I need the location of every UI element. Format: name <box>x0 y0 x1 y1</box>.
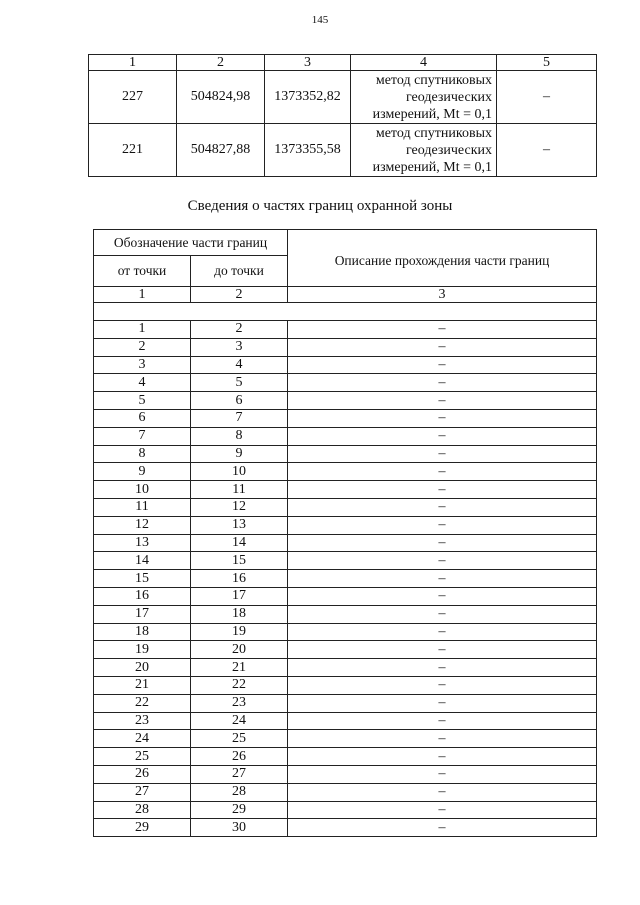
description: – <box>288 392 597 410</box>
from-point: 13 <box>94 534 191 552</box>
from-point: 25 <box>94 748 191 766</box>
table-row <box>94 427 597 445</box>
from-point: 18 <box>94 623 191 641</box>
description-header: Описание прохождения части границ <box>288 230 597 287</box>
table-row <box>94 748 597 766</box>
description: – <box>288 605 597 623</box>
from-point: 23 <box>94 712 191 730</box>
description: – <box>288 481 597 499</box>
description: – <box>288 534 597 552</box>
description: – <box>288 676 597 694</box>
table-row <box>94 498 597 516</box>
table-row <box>94 587 597 605</box>
from-point: 28 <box>94 801 191 819</box>
method-line: геодезических <box>405 89 492 105</box>
to-point: 22 <box>191 676 288 694</box>
col-header-2: 2 <box>177 55 265 71</box>
description: – <box>288 570 597 588</box>
table-row <box>94 712 597 730</box>
coord-x: 504827,88 <box>177 124 265 177</box>
col-header-1: 1 <box>89 55 177 71</box>
blank-row <box>94 303 597 321</box>
from-point: 17 <box>94 605 191 623</box>
description: – <box>288 783 597 801</box>
from-point: 24 <box>94 730 191 748</box>
table-row <box>94 534 597 552</box>
table-row <box>94 374 597 392</box>
page-number: 145 <box>311 14 329 26</box>
table-row <box>94 481 597 499</box>
table-row <box>94 783 597 801</box>
from-point: 2 <box>94 338 191 356</box>
to-point: 4 <box>191 356 288 374</box>
description: – <box>288 623 597 641</box>
table-row <box>94 801 597 819</box>
from-point: 9 <box>94 463 191 481</box>
description: – <box>288 587 597 605</box>
to-point: 16 <box>191 570 288 588</box>
table-row <box>94 659 597 677</box>
to-point: 9 <box>191 445 288 463</box>
description: – <box>288 552 597 570</box>
table-row <box>94 730 597 748</box>
to-point: 3 <box>191 338 288 356</box>
to-point: 25 <box>191 730 288 748</box>
table-row <box>89 124 597 177</box>
description: – <box>288 712 597 730</box>
col-header-5: 5 <box>497 55 597 71</box>
col-number-1: 1 <box>94 287 191 303</box>
to-point: 28 <box>191 783 288 801</box>
to-point: 18 <box>191 605 288 623</box>
description: – <box>288 641 597 659</box>
table-row <box>94 641 597 659</box>
table-row <box>94 605 597 623</box>
col-number-3: 3 <box>288 287 597 303</box>
from-point: 19 <box>94 641 191 659</box>
from-point: 1 <box>94 321 191 339</box>
col5-value: – <box>497 71 597 124</box>
point-number: 221 <box>89 124 177 177</box>
from-point: 15 <box>94 570 191 588</box>
coord-x: 504824,98 <box>177 71 265 124</box>
from-point: 10 <box>94 481 191 499</box>
table-row <box>94 552 597 570</box>
to-point: 20 <box>191 641 288 659</box>
coordinates-header-row <box>89 55 597 71</box>
description: – <box>288 694 597 712</box>
to-point: 29 <box>191 801 288 819</box>
to-point: 21 <box>191 659 288 677</box>
column-numbers-row <box>94 287 597 303</box>
description: – <box>288 659 597 677</box>
table-row <box>94 409 597 427</box>
col-number-2: 2 <box>191 287 288 303</box>
from-point: 12 <box>94 516 191 534</box>
to-point: 5 <box>191 374 288 392</box>
to-point: 26 <box>191 748 288 766</box>
description: – <box>288 445 597 463</box>
table-row <box>94 676 597 694</box>
to-point: 23 <box>191 694 288 712</box>
boundary-parts-table <box>93 229 597 837</box>
coord-y: 1373352,82 <box>265 71 351 124</box>
col5-value: – <box>497 124 597 177</box>
table-row <box>94 321 597 339</box>
table-row <box>94 516 597 534</box>
from-point: 11 <box>94 498 191 516</box>
col-header-4: 4 <box>351 55 497 71</box>
description: – <box>288 730 597 748</box>
description: – <box>288 356 597 374</box>
to-point: 12 <box>191 498 288 516</box>
to-point: 10 <box>191 463 288 481</box>
method-line: метод спутниковых <box>375 125 492 141</box>
description: – <box>288 321 597 339</box>
description: – <box>288 516 597 534</box>
description: – <box>288 819 597 837</box>
table-row <box>94 819 597 837</box>
to-point: 11 <box>191 481 288 499</box>
description: – <box>288 427 597 445</box>
description: – <box>288 463 597 481</box>
table-row <box>89 71 597 124</box>
parts-header-row <box>94 230 597 256</box>
to-point-header: до точки <box>191 256 288 287</box>
method-line: геодезических <box>405 142 492 158</box>
from-point: 8 <box>94 445 191 463</box>
table-row <box>94 338 597 356</box>
from-point: 20 <box>94 659 191 677</box>
from-point: 6 <box>94 409 191 427</box>
description: – <box>288 765 597 783</box>
designation-header: Обозначение части границ <box>94 230 288 256</box>
method-description <box>351 71 497 124</box>
description: – <box>288 338 597 356</box>
table-row <box>94 392 597 410</box>
to-point: 14 <box>191 534 288 552</box>
from-point: 5 <box>94 392 191 410</box>
from-point: 16 <box>94 587 191 605</box>
section-title: Сведения о частях границ охранной зоны <box>187 198 453 214</box>
coordinates-table <box>88 54 597 177</box>
table-row <box>94 463 597 481</box>
to-point: 27 <box>191 765 288 783</box>
method-line: измерений, Mt = 0,1 <box>372 159 492 175</box>
description: – <box>288 374 597 392</box>
to-point: 2 <box>191 321 288 339</box>
col-header-3: 3 <box>265 55 351 71</box>
to-point: 13 <box>191 516 288 534</box>
method-line: метод спутниковых <box>375 72 492 88</box>
table-row <box>94 570 597 588</box>
from-point: 3 <box>94 356 191 374</box>
description: – <box>288 409 597 427</box>
point-number: 227 <box>89 71 177 124</box>
from-point: 22 <box>94 694 191 712</box>
parts-rows <box>94 321 597 837</box>
table-row <box>94 694 597 712</box>
to-point: 30 <box>191 819 288 837</box>
from-point-header: от точки <box>94 256 191 287</box>
to-point: 19 <box>191 623 288 641</box>
table-row <box>94 765 597 783</box>
from-point: 4 <box>94 374 191 392</box>
method-line: измерений, Mt = 0,1 <box>372 106 492 122</box>
table-row <box>94 445 597 463</box>
from-point: 27 <box>94 783 191 801</box>
to-point: 6 <box>191 392 288 410</box>
from-point: 21 <box>94 676 191 694</box>
coord-y: 1373355,58 <box>265 124 351 177</box>
to-point: 24 <box>191 712 288 730</box>
table-row <box>94 356 597 374</box>
from-point: 29 <box>94 819 191 837</box>
from-point: 14 <box>94 552 191 570</box>
description: – <box>288 801 597 819</box>
method-description <box>351 124 497 177</box>
to-point: 8 <box>191 427 288 445</box>
from-point: 7 <box>94 427 191 445</box>
to-point: 17 <box>191 587 288 605</box>
description: – <box>288 498 597 516</box>
to-point: 7 <box>191 409 288 427</box>
description: – <box>288 748 597 766</box>
blank-cell <box>94 303 597 321</box>
from-point: 26 <box>94 765 191 783</box>
table-row <box>94 623 597 641</box>
to-point: 15 <box>191 552 288 570</box>
